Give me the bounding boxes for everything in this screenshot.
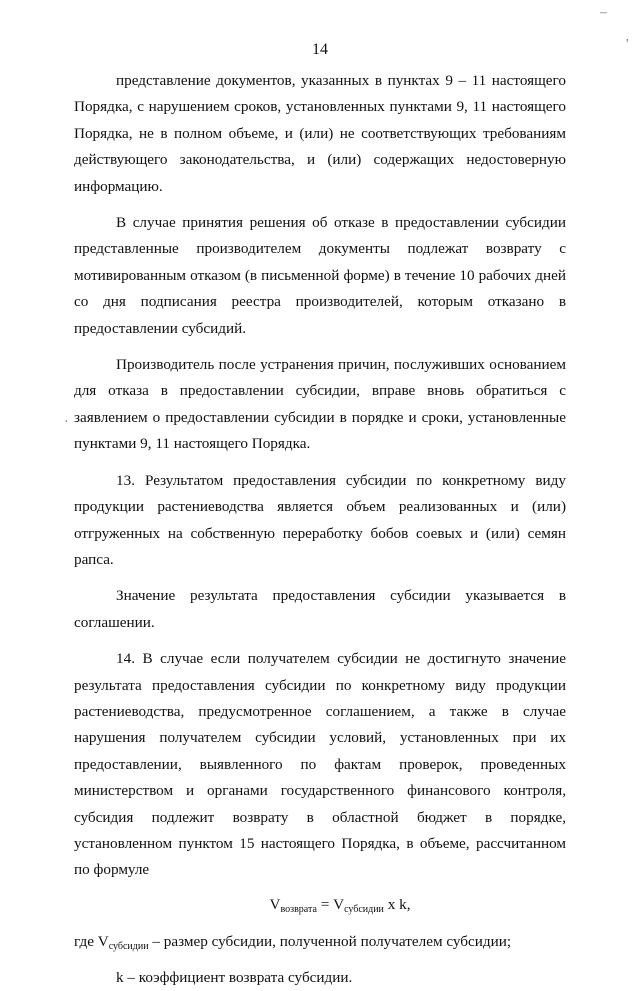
scan-mark: ' bbox=[626, 37, 629, 52]
page-number: 14 bbox=[312, 41, 328, 58]
paragraph-item-13: 13. Результатом предоставления субсидии по конкретному виду продукции растениеводства является объем реализованных и (или) отгруженных на собственную переработку бобов соевых и (или) семян рапса. bbox=[74, 471, 566, 568]
formula-rhs-tail: x k, bbox=[383, 895, 411, 913]
paragraph: представление документов, указанных в пунктах 9 – 11 настоящего Порядка, с нарушением сроков, установленных пунктами 9, 11 настоящего Порядка, не в полном объеме, и (или) не соответствующих требованиям действующего законодательства, и (или) содержащих недостоверную информацию. bbox=[74, 72, 566, 195]
definition-v-text: – размер субсидии, полученной получателем субсидии; bbox=[148, 933, 512, 951]
paragraph: В случае принятия решения об отказе в предоставлении субсидии представленные производителем документы подлежат возврату с мотивированным отказом (в письменной форме) в течение 10 рабочих дней со дня подписания реестра производителей, которым отказано в предоставлении субсидий. bbox=[74, 214, 566, 337]
formula-rhs-var: V bbox=[333, 895, 345, 913]
definition-v-prefix: где V bbox=[74, 933, 109, 951]
formula-lhs-subscript: возврата bbox=[280, 903, 317, 915]
formula-rhs-subscript: субсидии bbox=[344, 903, 384, 915]
paragraph: Значение результата предоставления субсидии указывается в соглашении. bbox=[74, 587, 566, 631]
paragraph-item-14: 14. В случае если получателем субсидии не достигнуто значение результата предоставления субсидии по конкретному виду продукции растениеводства, предусмотренное соглашением, а также в случае нарушения получателем субсидии условий, установленных при их предоставлении, выявленного по фактам проверок, проведенных министерством и органами государственного финансового контроля, субсидия подлежит возврату в областной бюджет в порядке, установленном пунктом 15 настоящего Порядка, в объеме, рассчитанном по формуле bbox=[74, 650, 566, 879]
formula bbox=[74, 892, 566, 923]
definition-v bbox=[74, 929, 566, 960]
paragraph: Производитель после устранения причин, послуживших основанием для отказа в предоставлении субсидии, вправе вновь обратиться с заявлением о предоставлении субсидии в порядке и сроки, установленные пунктами 9, 11 настоящего Порядка. bbox=[74, 356, 566, 453]
formula-equals: = bbox=[316, 895, 334, 913]
document-body bbox=[74, 68, 566, 991]
scan-mark: – bbox=[600, 5, 607, 20]
scan-mark: · bbox=[64, 415, 69, 430]
formula-lhs-var: V bbox=[269, 895, 281, 913]
definition-v-subscript: субсидии bbox=[108, 941, 149, 953]
definition-k: k – коэффициент возврата субсидии. bbox=[116, 968, 353, 986]
